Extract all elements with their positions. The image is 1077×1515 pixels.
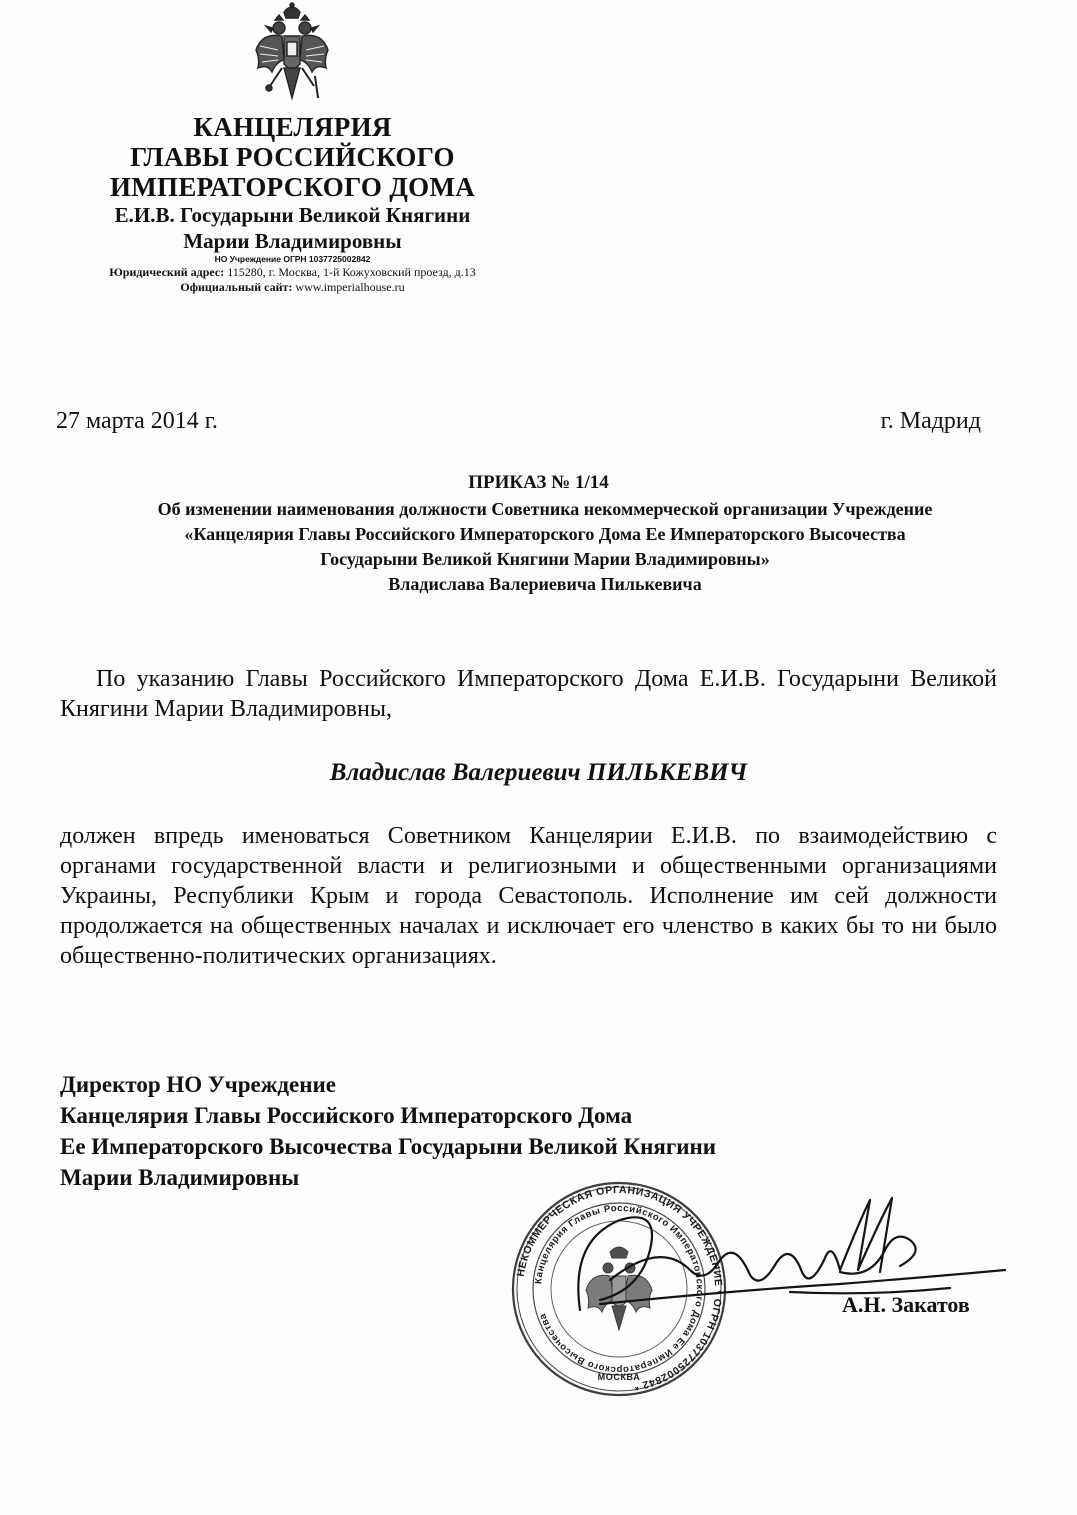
order-subject-line: Об изменении наименования должности Советника некоммерческой организации Учреждение xyxy=(157,499,933,519)
letterhead-line-5: Марии Владимировны xyxy=(183,229,402,253)
order-subject xyxy=(40,497,1050,597)
letterhead-line-1: КАНЦЕЛЯРИЯ xyxy=(193,112,392,142)
letterhead xyxy=(40,112,545,295)
double-headed-eagle-emblem-icon xyxy=(252,2,332,110)
signature-block-line: Марии Владимировны xyxy=(60,1165,300,1190)
seal-inner-text: Канцелярия Главы Российского Императорского Дома Ее Императорского Высочества xyxy=(533,1202,706,1376)
letterhead-registration: НО Учреждение ОГРН 1037725002842 xyxy=(214,254,371,264)
letterhead-address xyxy=(40,265,545,280)
letterhead-site xyxy=(40,280,545,295)
order-subject-line: «Канцелярия Главы Российского Императорского Дома Ее Императорского Высочества xyxy=(184,524,906,544)
address-label: Юридический адрес: xyxy=(109,265,225,279)
document-place: г. Мадрид xyxy=(880,408,981,434)
signature-block-line: Ее Императорского Высочества Государыни Великой Княгини xyxy=(60,1134,717,1159)
order-subject-line: Государыни Великой Княгини Марии Владимировны» xyxy=(320,549,770,569)
letterhead-line-4: Е.И.В. Государыни Великой Княгини xyxy=(114,203,471,227)
site-label: Официальный сайт: xyxy=(180,280,293,294)
order-subject-line: Владислава Валериевича Пилькевича xyxy=(388,574,702,594)
signature-block-line: Директор НО Учреждение xyxy=(60,1072,336,1097)
signature-block-line: Канцелярия Главы Российского Императорского Дома xyxy=(60,1103,633,1128)
order-title: ПРИКАЗ № 1/14 xyxy=(468,472,609,493)
body-paragraph-2: должен впредь именоваться Советником Канцелярии Е.И.В. по взаимодействию с органами государственной власти и религиозными и общественными организациями Украины, Республики Крым и города Севастополь. Исполнение им сей должности продолжается на общественных началах и исключает его членство в каких бы то ни было общественно-политических организациях. xyxy=(60,823,997,969)
letterhead-line-2: ГЛАВЫ РОССИЙСКОГО xyxy=(130,142,455,172)
body-paragraph-1: По указанию Главы Российского Императорского Дома Е.И.В. Государыни Великой Княгини Марии Владимировны, xyxy=(60,666,997,722)
signature-block xyxy=(60,1069,960,1193)
seal-bottom-text: МОСКВА xyxy=(597,1372,641,1382)
person-name: Владислав Валериевич ПИЛЬКЕВИЧ xyxy=(329,759,748,786)
letterhead-line-3: ИМПЕРАТОРСКОГО ДОМА xyxy=(109,172,476,202)
signer-name: А.Н. Закатов xyxy=(842,1292,970,1317)
site-value: www.imperialhouse.ru xyxy=(295,280,405,294)
document-date: 27 марта 2014 г. xyxy=(56,408,218,434)
address-value: 115280, г. Москва, 1-й Кожуховский проезд, д.13 xyxy=(227,265,476,279)
seal-outer-text: НЕКОММЕРЧЕСКАЯ ОРГАНИЗАЦИЯ УЧРЕЖДЕНИЕ * ОГРН 1037725002842 * xyxy=(514,1183,725,1393)
